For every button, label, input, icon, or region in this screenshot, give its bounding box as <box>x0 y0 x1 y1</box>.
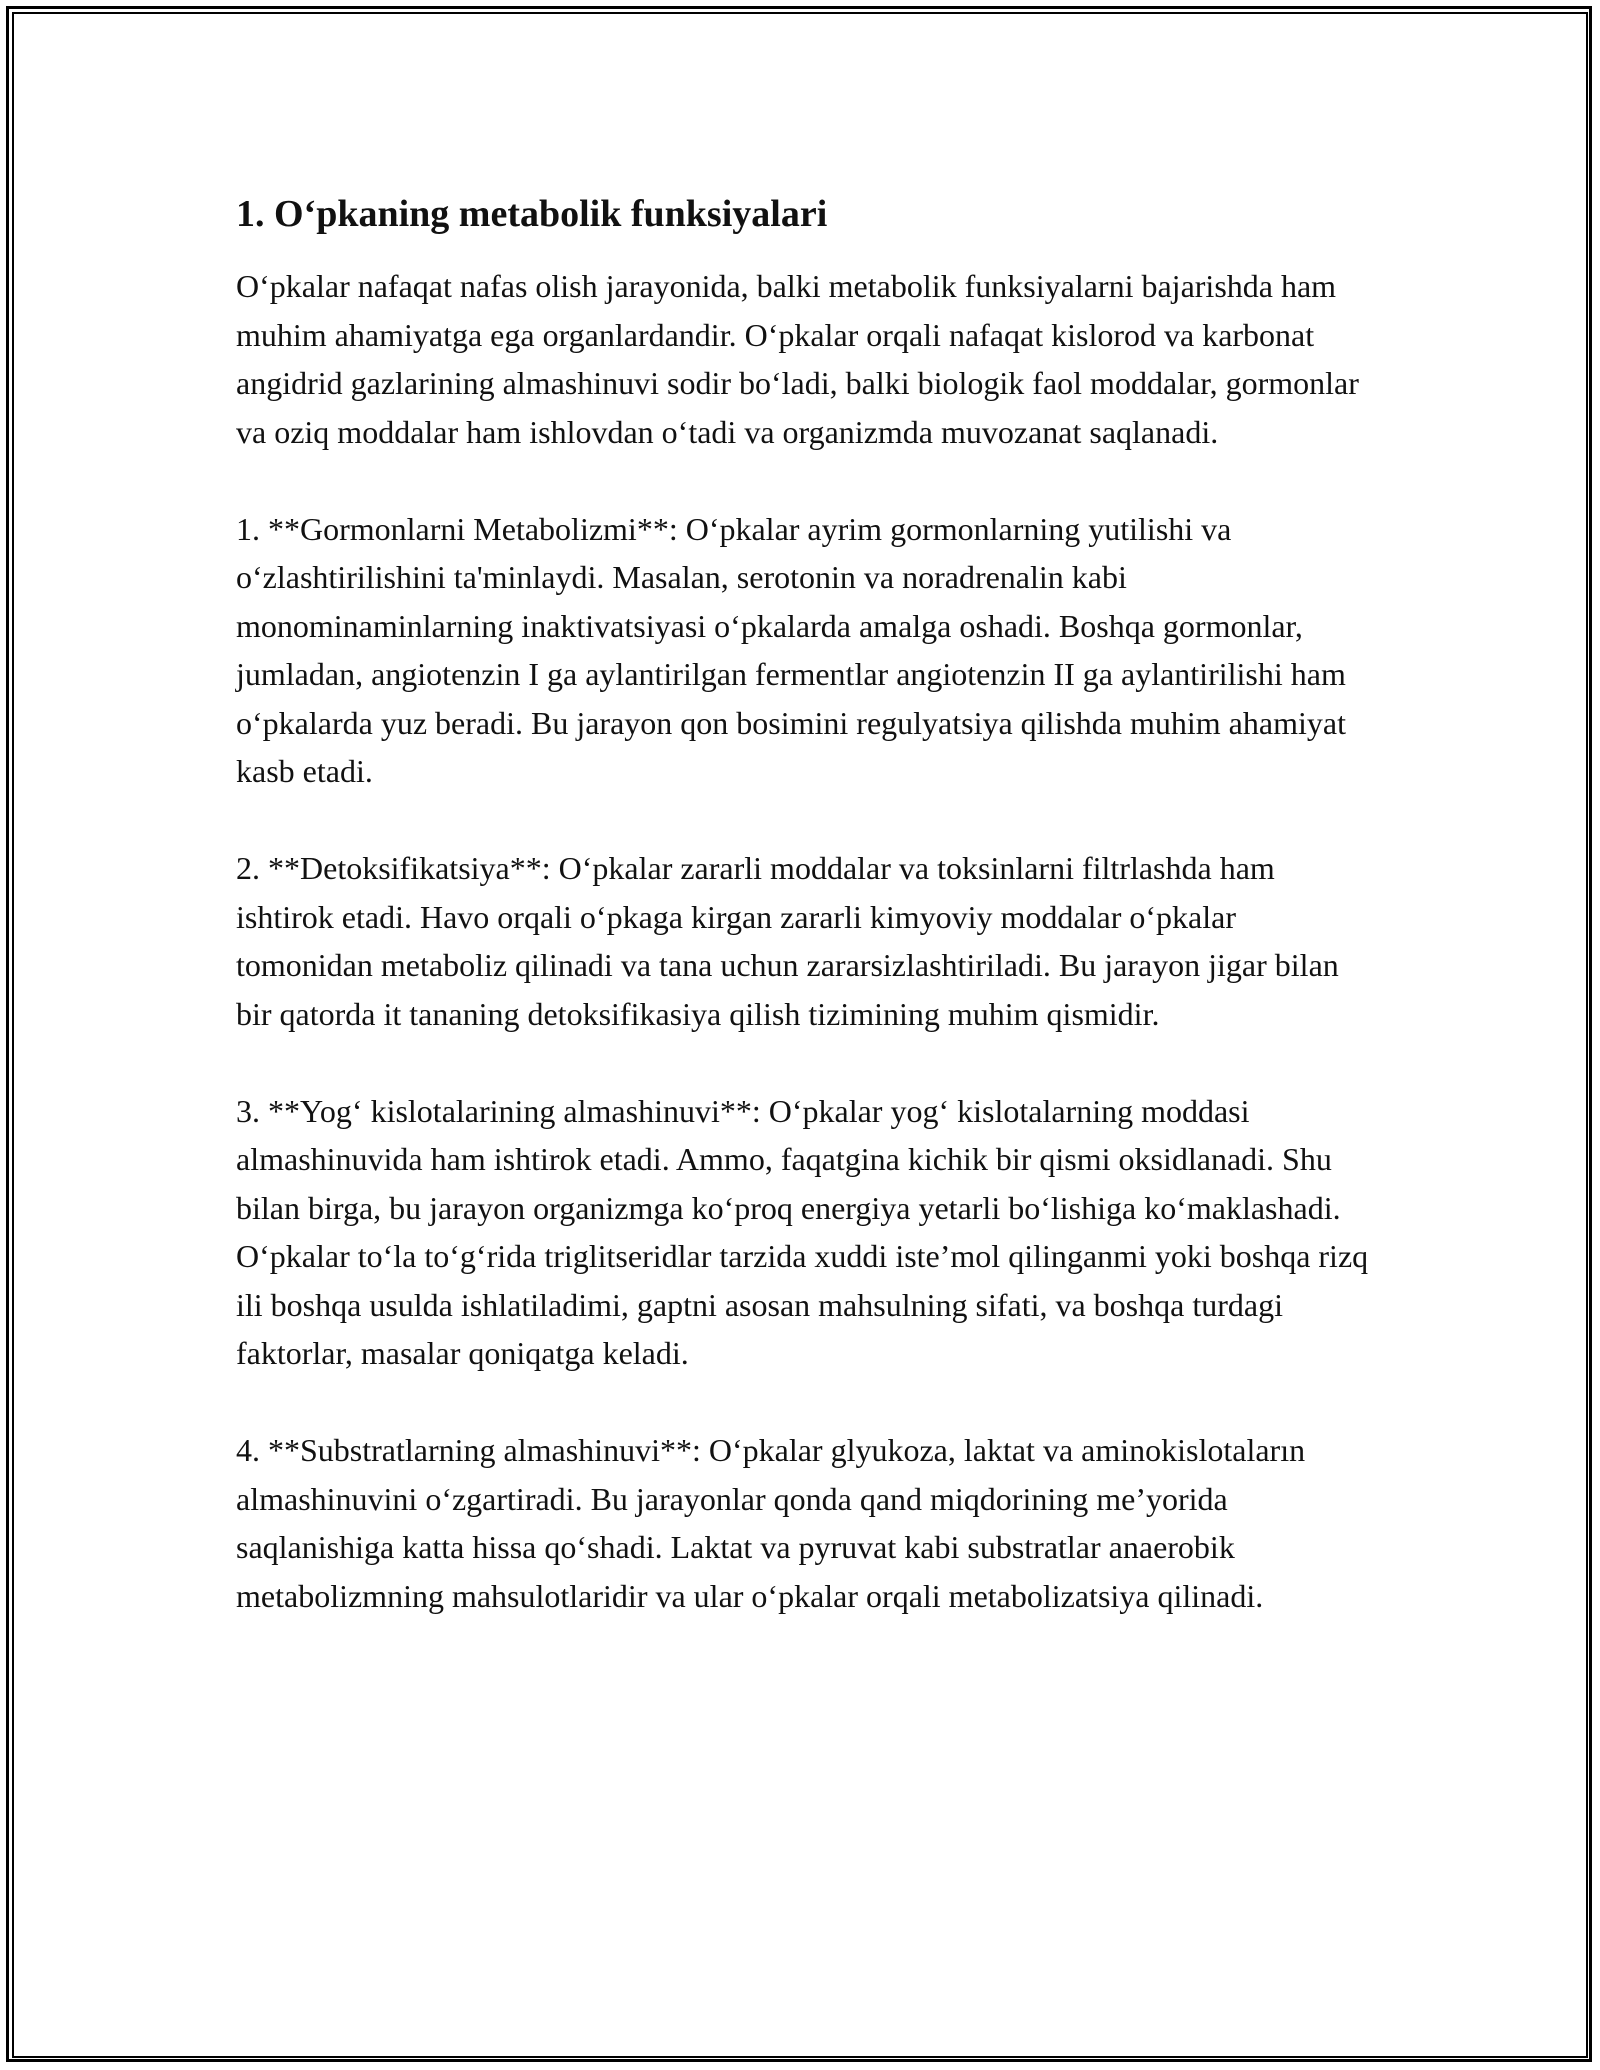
paragraph-fatty-acid-exchange: 3. **Yog‘ kislotalarining almashinuvi**: O‘pkalar yog‘ kislotalarning moddasi almashinuvida ham ishtirok etadi. Ammo, faqatgina kichik bir qismi oksidlanadi. Shu bilan birga, bu jarayon organizmga ko‘proq energiya yetarli bo‘lishiga ko‘maklashadi. O‘pkalar to‘la to‘g‘rida triglitseridlar tarzida xuddi iste’mol qilinganmi yoki boshqa rizq ili boshqa usulda ishlatiladimi, gaptni asosan mahsulning sifati, va boshqa turdagi faktorlar, masalar qoniqatga keladi. <box>236 1092 1369 1371</box>
document-title: 1. O‘pkaning metabolik funksiyalari <box>236 193 828 235</box>
document-body <box>236 190 1376 1669</box>
intro-paragraph: O‘pkalar nafaqat nafas olish jarayonida, balki metabolik funksiyalarni bajarishda ham muhim ahamiyatga ega organlardandir. O‘pkalar orqali nafaqat kislorod va karbonat angidrid gazlarining almashinuvi sodir bo‘ladi, balki biologik faol moddalar, gormonlar va oziq moddalar ham ishlovdan o‘tadi va organizmda muvozanat saqlanadi. <box>236 268 1359 450</box>
paragraph-hormone-metabolism: 1. **Gormonlarni Metabolizmi**: O‘pkalar ayrim gormonlarning yutilishi va o‘zlashtirilishini ta'minlaydi. Masalan, serotonin va noradrenalin kabi monominaminlarning inaktivatsiyasi o‘pkalarda amalga oshadi. Boshqa gormonlar, jumladan, angiotenzin I ga aylantirilgan fermentlar angiotenzin II ga aylantirilishi ham o‘pkalarda yuz beradi. Bu jarayon qon bosimini regulyatsiya qilishda muhim ahamiyat kasb etadi. <box>236 510 1346 789</box>
paragraph-substrate-exchange: 4. **Substratlarning almashinuvi**: O‘pkalar glyukoza, laktat va aminokislotaların almashinuvini o‘zgartiradi. Bu jarayonlar qonda qand miqdorining me’yorida saqlanishiga katta hissa qo‘shadi. Laktat va pyruvat kabi substratlar anaerobik metabolizmning mahsulotlaridir va ular o‘pkalar orqali metabolizatsiya qilinadi. <box>236 1432 1306 1614</box>
paragraph-detoxification: 2. **Detoksifikatsiya**: O‘pkalar zararli moddalar va toksinlarni filtrlashda ham ishtirok etadi. Havo orqali o‘pkaga kirgan zararli kimyoviy moddalar o‘pkalar tomonidan metaboliz qilinadi va tana uchun zararsizlashtiriladi. Bu jarayon jigar bilan bir qatorda it tananing detoksifikasiya qilish tizimining muhim qismidir. <box>236 850 1339 1032</box>
